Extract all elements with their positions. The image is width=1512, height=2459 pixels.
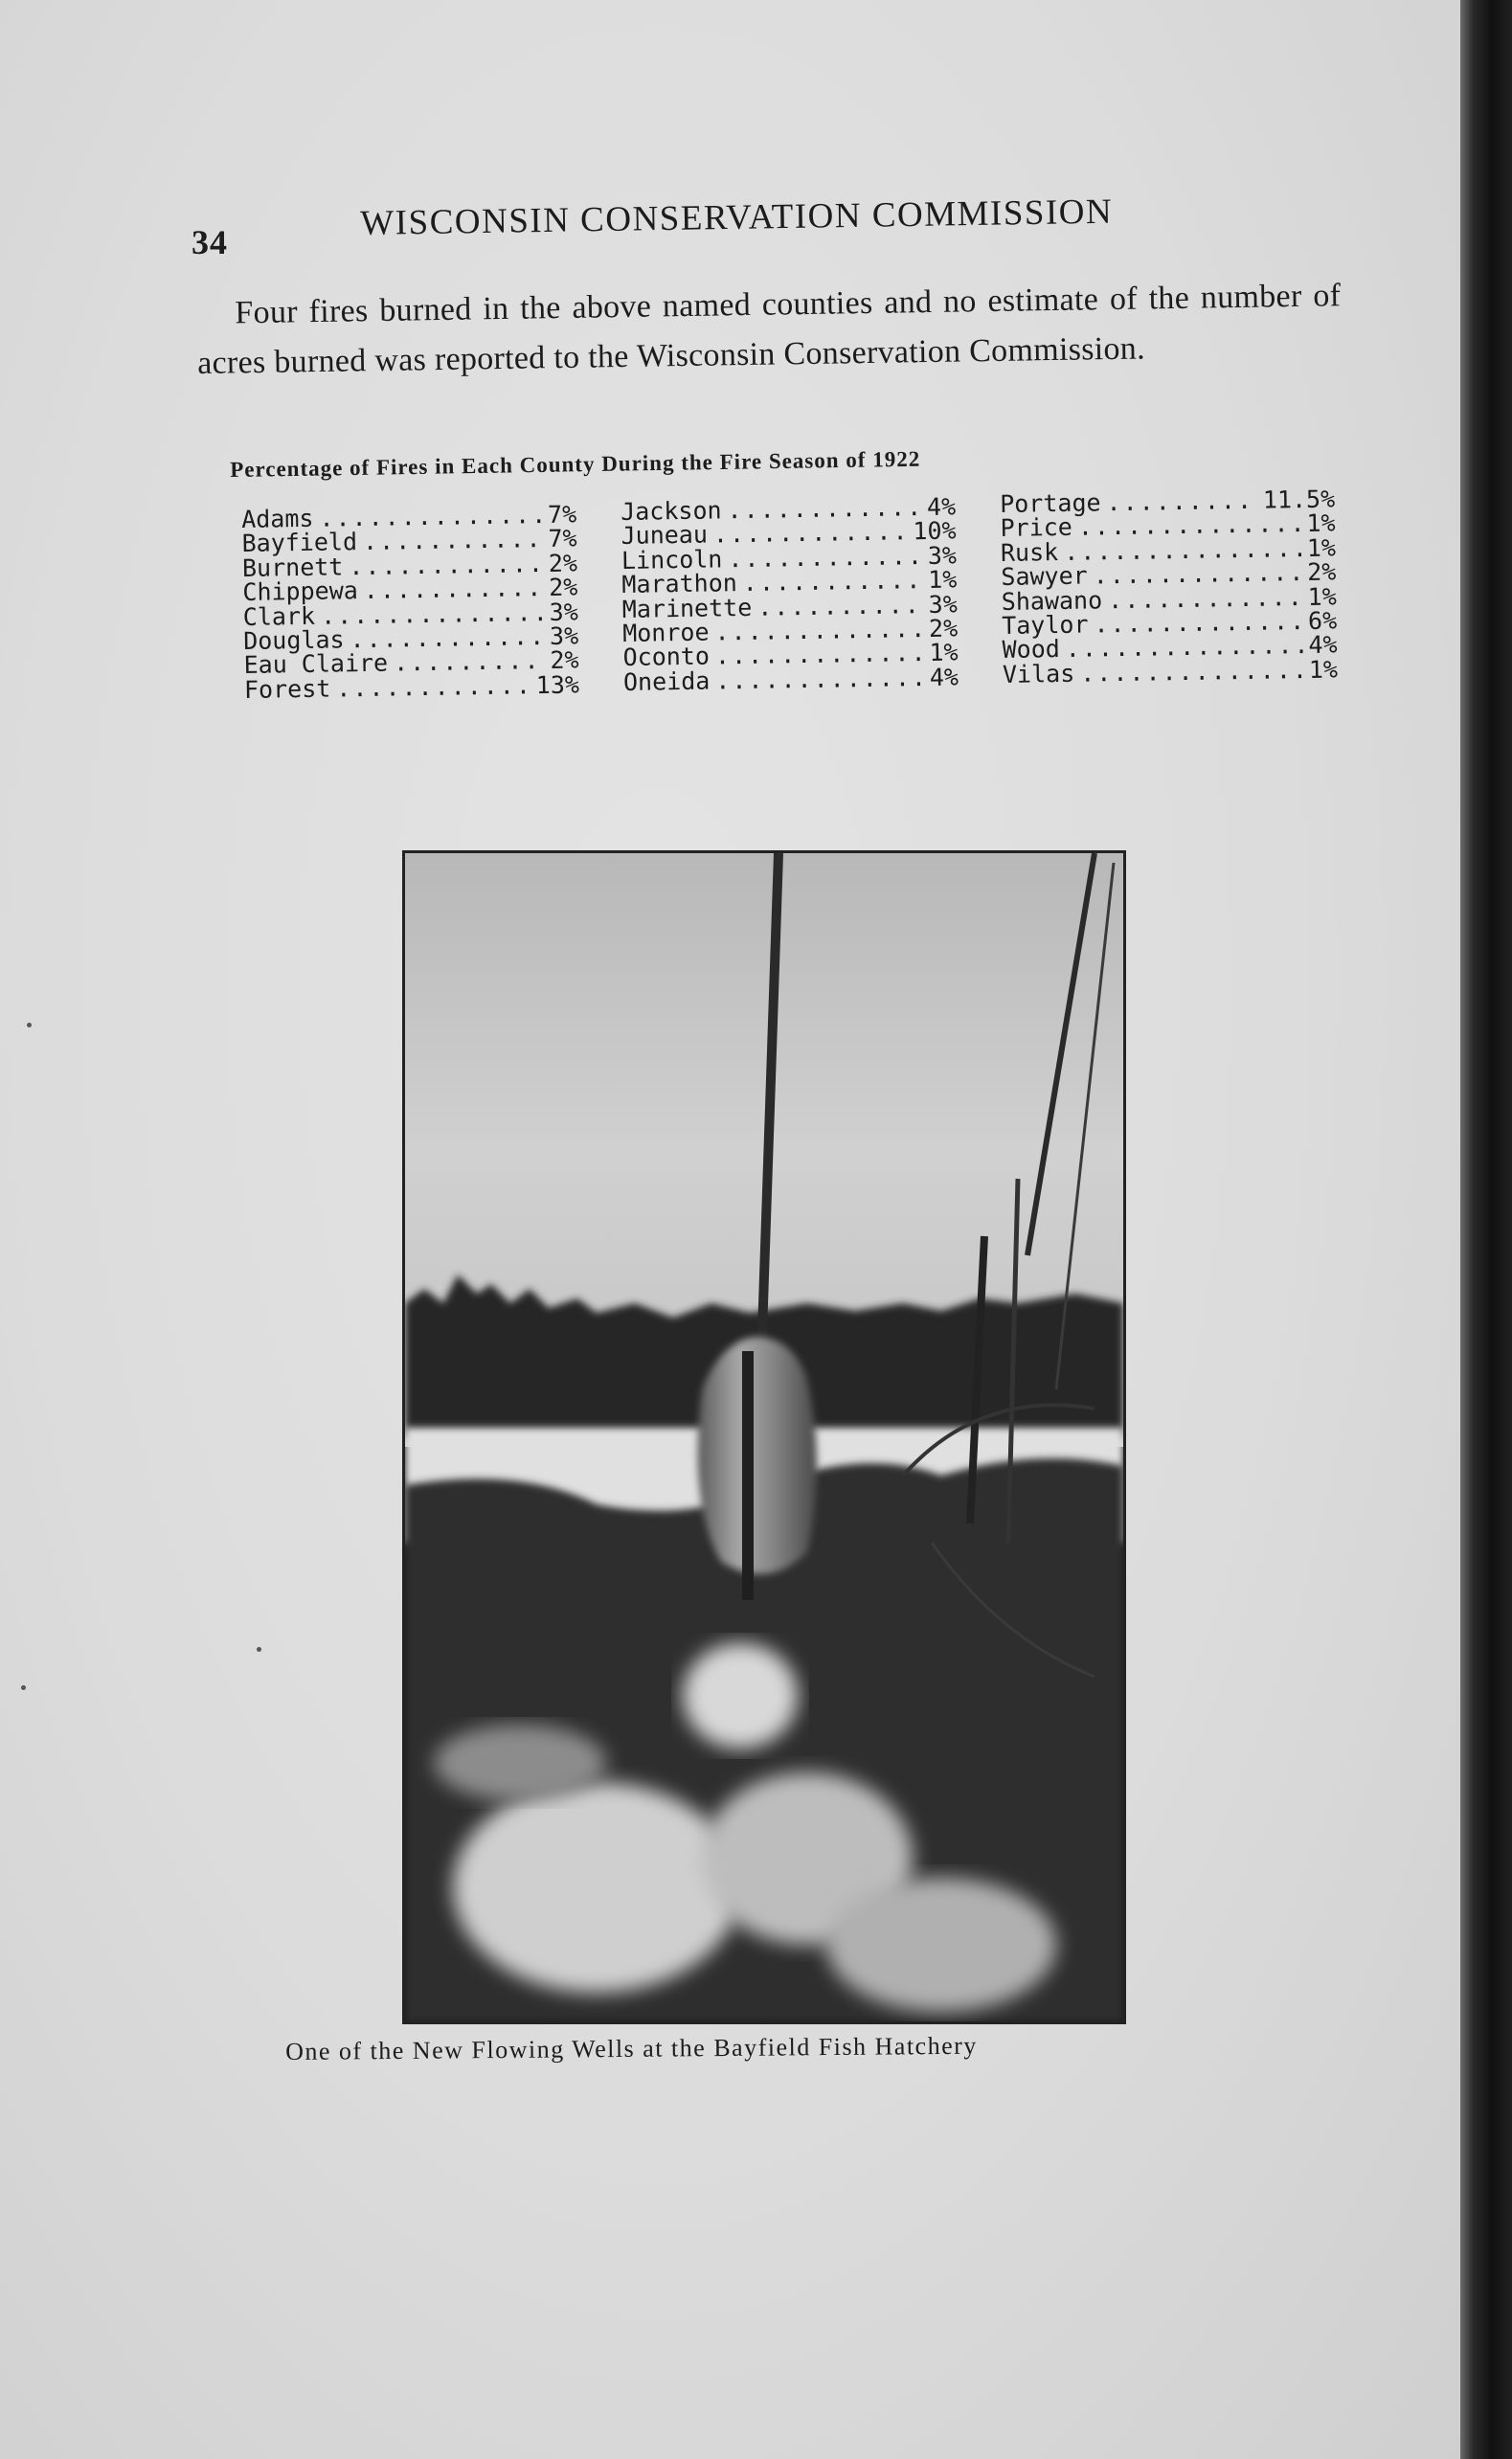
county-percent: 10% — [913, 516, 957, 546]
county-percent: 1% — [1306, 533, 1337, 562]
body-paragraph — [196, 271, 1342, 389]
leader-dots — [1106, 488, 1257, 514]
county-percent: 1% — [929, 638, 959, 667]
county-percent: 3% — [549, 621, 579, 650]
leader-dots — [349, 552, 543, 578]
leader-dots — [1094, 609, 1302, 636]
county-name: Bayfield — [241, 528, 358, 558]
table-column-1 — [240, 500, 580, 704]
leader-dots — [321, 600, 544, 628]
table-column-3 — [1000, 487, 1338, 688]
county-name: Forest — [243, 674, 331, 704]
county-name: Jackson — [620, 496, 722, 526]
county-name: Portage — [999, 488, 1101, 518]
county-name: Oconto — [622, 642, 711, 672]
county-name: Price — [1000, 513, 1073, 543]
leader-dots — [715, 666, 924, 692]
table-row — [1003, 657, 1338, 687]
page-number: 34 — [192, 223, 228, 261]
leader-dots — [714, 617, 923, 643]
leader-dots — [336, 673, 530, 700]
leader-dots — [713, 520, 908, 547]
county-percent: 13% — [535, 670, 580, 699]
leader-dots — [1080, 658, 1303, 686]
leader-dots — [727, 495, 921, 522]
county-percent: 7% — [548, 524, 577, 553]
county-name: Monroe — [621, 618, 710, 647]
county-name: Clark — [242, 601, 316, 631]
leader-dots — [715, 641, 924, 667]
paper-speck — [257, 1647, 261, 1652]
county-percent: 3% — [927, 541, 958, 570]
county-name: Juneau — [621, 520, 709, 551]
leader-dots — [350, 624, 544, 651]
county-percent: 1% — [928, 565, 958, 595]
county-percent: 1% — [1307, 582, 1337, 611]
photograph-flowing-well — [402, 850, 1126, 2024]
county-name: Marinette — [621, 593, 753, 623]
county-name: Marathon — [621, 569, 738, 599]
county-name: Wood — [1002, 635, 1061, 665]
leader-dots — [1064, 536, 1301, 564]
county-percent: 1% — [1308, 655, 1339, 684]
paragraph-text: Four fires burned in the above named counties and no estimate of the number of acres burned was reported to the Wisconsin Conservation Commission. — [196, 278, 1342, 381]
county-name: Eau Claire — [243, 648, 389, 680]
county-percent: 7% — [547, 500, 577, 529]
county-name: Adams — [240, 504, 314, 533]
book-binding-edge — [1460, 0, 1512, 2459]
county-percent: 2% — [1307, 557, 1337, 587]
paper-speck — [21, 1685, 26, 1690]
county-percent: 4% — [926, 492, 957, 521]
running-head: WISCONSIN CONSERVATION COMMISSION — [360, 192, 1114, 243]
leader-dots — [394, 648, 545, 674]
leader-dots — [364, 575, 544, 602]
county-percent: 11.5% — [1262, 485, 1336, 514]
leader-dots — [1108, 585, 1302, 612]
leader-dots — [743, 568, 923, 595]
leader-dots — [757, 593, 923, 620]
county-name: Taylor — [1001, 610, 1089, 640]
table-title: Percentage of Fires in Each County During the Fire Season of 1922 — [230, 446, 921, 482]
county-percent: 6% — [1307, 606, 1338, 635]
leader-dots — [1093, 560, 1301, 587]
county-name: Sawyer — [1001, 561, 1088, 592]
photo-illustration — [405, 853, 1123, 2021]
leader-dots — [319, 503, 542, 530]
county-name: Douglas — [242, 625, 345, 655]
county-name: Rusk — [1000, 537, 1059, 567]
paper-speck — [27, 1023, 32, 1027]
county-name: Chippewa — [242, 576, 359, 607]
county-name: Burnett — [241, 553, 344, 582]
county-name: Vilas — [1002, 659, 1075, 688]
table-row — [623, 665, 959, 694]
leader-dots — [1066, 633, 1303, 661]
county-percent: 1% — [1306, 508, 1336, 538]
county-percent: 2% — [928, 614, 959, 643]
county-percent: 2% — [548, 549, 578, 577]
leader-dots — [1078, 511, 1301, 539]
county-percent: 4% — [929, 663, 959, 691]
leader-dots — [363, 527, 543, 553]
table-row — [244, 672, 579, 702]
county-percent: 2% — [549, 573, 578, 602]
leader-dots — [728, 544, 922, 571]
table-column-2 — [620, 492, 959, 696]
county-name: Lincoln — [621, 545, 723, 575]
county-percent: 3% — [549, 598, 578, 626]
county-name: Shawano — [1001, 585, 1103, 616]
county-name: Oneida — [622, 666, 711, 696]
photo-caption: One of the New Flowing Wells at the Bayfield Fish Hatchery — [285, 2031, 978, 2065]
county-percent: 2% — [550, 645, 579, 675]
county-percent: 3% — [928, 590, 958, 619]
county-percent: 4% — [1308, 630, 1338, 660]
